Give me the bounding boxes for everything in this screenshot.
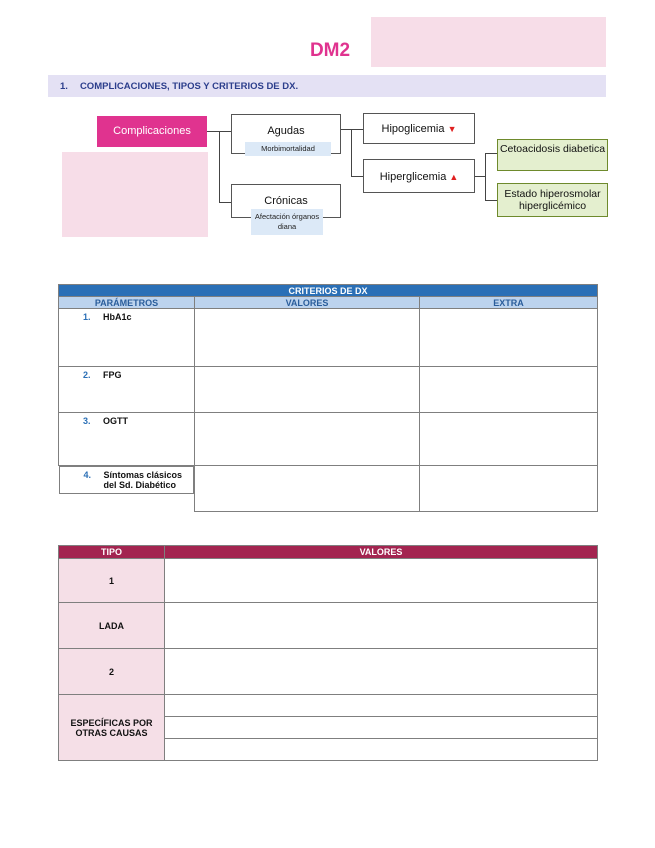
header-tipo: TIPO: [59, 546, 165, 559]
extra-cell[interactable]: [420, 309, 598, 367]
table-row: [59, 367, 598, 413]
hiperglicemia-node: [363, 159, 475, 193]
table-row: [59, 603, 598, 649]
extra-cell[interactable]: [420, 413, 598, 466]
tipo-cell: 2: [59, 649, 165, 695]
page-title: DM2: [309, 40, 351, 61]
header-extra: EXTRA: [420, 297, 598, 309]
cetoacidosis-label: Cetoacidosis diabetica: [499, 143, 606, 155]
table-row: [59, 695, 598, 717]
table-row: [59, 559, 598, 603]
param-cell: 2. FPG: [59, 367, 195, 413]
header-parametros: PARÁMETROS: [59, 297, 195, 309]
root-node: Complicaciones: [97, 116, 207, 147]
cetoacidosis-node: [497, 139, 608, 171]
tipo-cell: LADA: [59, 603, 165, 649]
agudas-label: Agudas: [267, 125, 305, 137]
param-cell: 3. OGTT: [59, 413, 195, 466]
param-cell: 4. Síntomas clásicos del Sd. Diabético: [59, 466, 195, 494]
section-title: COMPLICACIONES, TIPOS Y CRITERIOS DE DX.: [79, 81, 299, 92]
hipoglicemia-label: Hipoglicemia: [381, 123, 445, 135]
hiperglicemia-label: Hiperglicemia: [379, 171, 447, 183]
valores-cell[interactable]: [195, 309, 420, 367]
table-row: [59, 413, 598, 466]
agudas-subtitle: Morbimortalidad: [245, 142, 331, 156]
arrow-up-icon: ▲: [449, 172, 459, 182]
valores-cell[interactable]: [165, 649, 598, 695]
cronicas-label: Crónicas: [264, 195, 308, 207]
extra-cell[interactable]: [420, 367, 598, 413]
valores-cell[interactable]: [165, 695, 598, 717]
table-row: [59, 309, 598, 367]
table-row: [59, 649, 598, 695]
valores-cell[interactable]: [165, 739, 598, 761]
cronicas-subtitle: Afectación órganos diana: [251, 209, 323, 235]
table-row: [59, 466, 598, 512]
criterios-table: [58, 284, 598, 512]
header-valores: VALORES: [195, 297, 420, 309]
valores-cell[interactable]: [195, 413, 420, 466]
valores-cell[interactable]: [165, 559, 598, 603]
hipoglicemia-node: [363, 113, 475, 144]
valores-cell[interactable]: [195, 466, 420, 512]
param-cell: 1. HbA1c: [59, 309, 195, 367]
criterios-title: CRITERIOS DE DX: [59, 285, 598, 297]
valores-cell[interactable]: [195, 367, 420, 413]
notes-box: [62, 152, 208, 237]
section-number: 1.: [60, 81, 68, 92]
complicaciones-diagram: [0, 0, 655, 250]
valores-cell[interactable]: [165, 603, 598, 649]
valores-cell[interactable]: [165, 717, 598, 739]
estado-hiperosmolar-label: Estado hiperosmolar hiperglicémico: [504, 188, 601, 212]
header-valores: VALORES: [165, 546, 598, 559]
extra-cell[interactable]: [420, 466, 598, 512]
arrow-down-icon: ▼: [447, 124, 457, 134]
tipo-cell: ESPECÍFICAS POR OTRAS CAUSAS: [59, 695, 165, 761]
tipo-cell: 1: [59, 559, 165, 603]
tipos-table: [58, 545, 598, 761]
estado-hiperosmolar-node: [497, 183, 608, 217]
